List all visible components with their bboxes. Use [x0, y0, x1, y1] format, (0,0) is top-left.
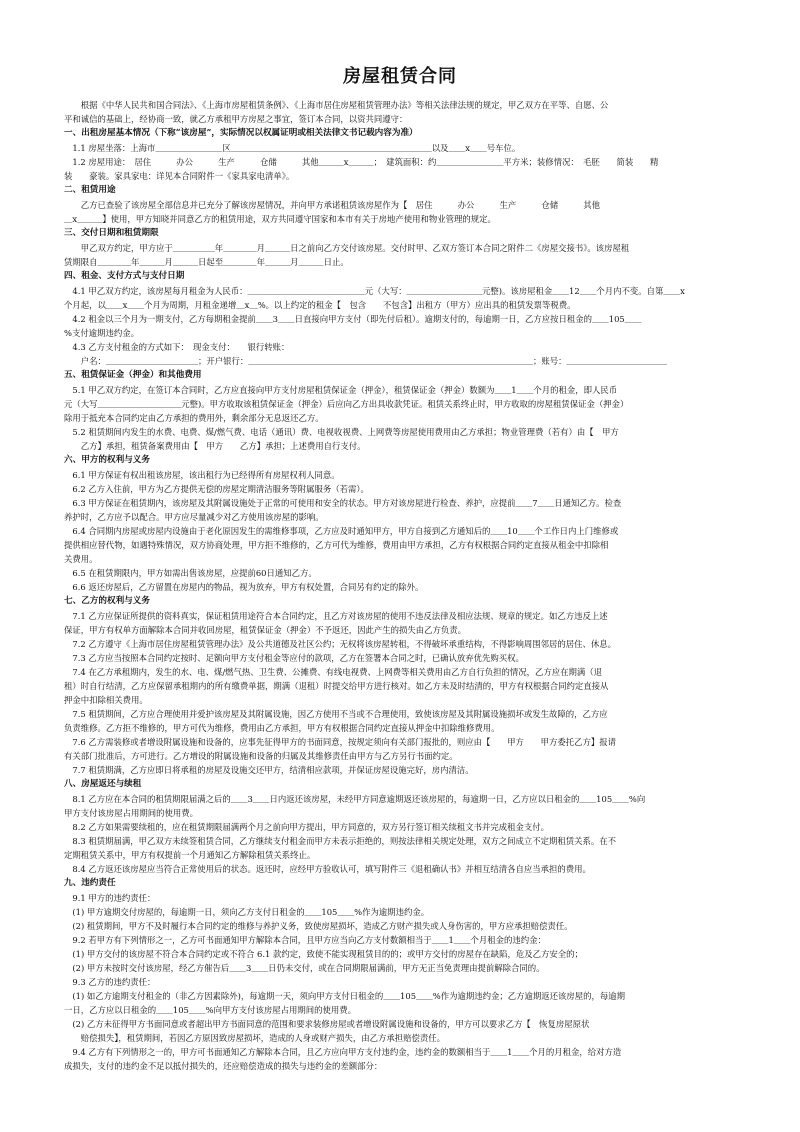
text-line: 个月起，以＿＿x＿＿个月为周期，月租金递增＿x＿%。以上约定的租金【 包含 不包含】出租方（甲方）应出具的租赁发票等税费。: [64, 300, 576, 310]
text-line: 乙方已查验了该房屋全部信息并已充分了解该房屋情况，并向甲方承诺租赁该房屋作为【 居住 办公 生产 仓储 其他: [64, 200, 600, 210]
text-line: 7.5 租赁期间，乙方应合理使用并爱护该房屋及其附属设施，因乙方使用不当或不合理使用，致使该房屋及其附属设施损坏或发生故障的，乙方应: [64, 709, 608, 719]
text-line: 负责维修。乙方拒不维修的，甲方可代为维修，费用由乙方承担，甲方有权根据合同约定直接从押金中扣除维修费用。: [64, 723, 500, 733]
text-line: 平和诚信的基础上，经协商一致，就乙方承租甲方房屋之事宜，签订本合同，以资共同遵守：: [64, 114, 408, 124]
text-line: 9.3 乙方的违约责任：: [64, 977, 156, 987]
text-line: 押金中扣除相关费用。: [64, 695, 148, 705]
section-heading: 五、租赁保证金（押金）和其他费用: [64, 370, 202, 380]
text-line: 租）时自行结清，乙方应保留承租期内的所有缴费单据，期满（退租）时提交给甲方进行核对。如乙方未及时结清的，甲方有权根据合同约定直接从: [64, 681, 609, 691]
text-line: 7.2 乙方遵守《上海市居住房屋租赁管理办法》及公共道德及社区公约；无权将该房屋转租，不得破坏承重结构，不得影响周围邻居的居住、休息。: [64, 639, 616, 649]
section-heading: 三、交付日期和租赁期限: [64, 228, 159, 238]
text-line: 7.4 在乙方承租期内，发生的水、电、煤/燃气热、卫生费、公摊费、有线电视费、上网费等相关费用由乙方自行负担的情况，乙方应在期满（退: [64, 667, 603, 677]
text-line: 养护时，乙方应予以配合。甲方应尽量减少对乙方使用该房屋的影响。: [64, 512, 324, 522]
text-line: 9.4 乙方有下列情形之一的，甲方可书面通知乙方解除本合同，且乙方应向甲方支付违约金，违约金的数额相当于＿＿1＿＿个月的月租金，给对方造: [64, 1047, 622, 1057]
text-line: 8.3 租赁期届满，甲乙双方未续签租赁合同，乙方继续支付租金而甲方未表示拒绝的，则按法律相关规定处理，双方之间成立不定期租赁关系。在不: [64, 836, 616, 846]
section-heading: 二、租赁用途: [64, 185, 116, 195]
section-heading: 七、乙方的权利与义务: [64, 596, 150, 606]
text-line: 户名：＿＿＿＿＿＿＿＿＿＿＿；开户银行：＿＿＿＿＿＿＿＿＿＿＿＿＿＿＿＿＿＿＿＿＿＿＿＿＿＿＿＿＿＿＿＿＿＿；账号：＿＿＿＿＿＿＿＿＿＿＿＿: [64, 356, 667, 366]
text-line: 一日，乙方应以日租金的＿＿105＿＿%向甲方支付该房屋占用期间的使用费。: [64, 1005, 356, 1015]
text-line: 6.3 甲方保证在租赁期内，该房屋及其附属设施处于正常的可使用和安全的状态。甲方对该房屋进行检查、养护，应提前＿＿7＿＿日通知乙方。检查: [64, 498, 622, 508]
document-title: 房屋租赁合同: [343, 66, 457, 87]
text-line: (2) 乙方未征得甲方书面同意或者超出甲方书面同意的范围和要求装修房屋或者增设附属设施和设备的，甲方可以要求乙方【 恢复房屋原状: [64, 1019, 590, 1029]
text-line: (1) 如乙方逾期支付租金的（非乙方因素除外)，每逾期一天，须向甲方支付日租金的＿＿105＿＿%作为逾期违约金；乙方逾期返还该房屋的，每逾期: [64, 991, 625, 1001]
text-line: (2) 租赁期间，甲方不及时履行本合同约定的维修与养护义务，致使房屋损坏，造成乙方财产损失或人身伤害的，甲方应承担赔偿责任。: [64, 921, 573, 931]
text-line: (1) 甲方逾期交付房屋的，每逾期一日，须向乙方支付日租金的＿＿105＿＿%作为逾期违约金。: [64, 907, 430, 917]
text-line: ＿x＿＿＿】使用，甲方知晓并同意乙方的租赁用途，双方共同遵守国家和本市有关于房地产使用和物业管理的规定。: [64, 214, 496, 224]
text-line: 甲乙双方约定，甲方应于＿＿＿＿＿年＿＿＿＿月＿＿＿日之前向乙方交付该房屋。交付时甲、乙双方签订本合同之附件二《房屋交接书》。该房屋租: [64, 243, 630, 253]
text-line: 赔偿损失】，租赁期间，若因乙方原因致房屋损坏，造成的人身或财产损失，由乙方承担赔偿责任。: [64, 1033, 446, 1043]
text-line: 6.4 合同期内房屋或房屋内设施由于老化原因发生的需维修事项，乙方应及时通知甲方，甲方自接到乙方通知后的＿＿10＿＿个工作日内上门维修或: [64, 526, 619, 536]
text-line: 5.1 甲乙双方约定，在签订本合同时，乙方应直接向甲方支付房屋租赁保证金（押金），租赁保证金（押金）数额为＿＿1＿＿个月的租金，即人民币: [64, 385, 618, 395]
text-line: 8.2 乙方如果需要续租的，应在租赁期限届满两个月之前向甲方提出，甲方同意的，双方另行签订相关续租文书并完成租金支付。: [64, 822, 549, 832]
text-line: 7.3 乙方应当按照本合同约定按时、足额向甲方支付租金等应付的款项，乙方在签署本合同之时，已确认放弃优先购买权。: [64, 653, 524, 663]
text-line: (2) 甲方未按时交付该房屋，经乙方催告后＿＿3＿＿日仍未交付，或在合同期限届满前，甲方无正当免责理由提前解除合同的。: [64, 963, 545, 973]
text-line: 装 豪装。家具家电：详见本合同附件一《家具家电清单》。: [64, 171, 295, 181]
section-heading: 六、甲方的权利与义务: [64, 455, 150, 465]
text-line: 甲方支付该房屋占用期间的使用费。: [64, 808, 198, 818]
section-heading: 一、出租房屋基本情况（下称“该房屋”，实际情况以权属证明或相关法律文书记载内容为准）: [64, 128, 418, 138]
text-line: 1.1 房屋坐落：上海市＿＿＿＿＿＿＿＿区＿＿＿＿＿＿＿＿＿＿＿＿＿＿＿＿＿＿＿＿＿＿＿＿以及＿＿x＿＿号车位。: [64, 143, 521, 153]
text-line: 元（大写＿＿＿＿＿＿＿＿＿＿元整)。甲方收取该租赁保证金（押金）后应向乙方出具收款凭证。租赁关系终止时，甲方收取的房屋租赁保证金（押金）: [64, 399, 629, 409]
text-line: 6.2 乙方入住前，甲方为乙方提供无偿的房屋定期清洁服务等附属服务（若需）。: [64, 484, 369, 494]
text-line: 7.7 租赁期满，乙方应即日将承租的房屋及设施交还甲方，结清相应款项，并保证房屋设施完好，房内清洁。: [64, 765, 474, 775]
text-line: 有关部门批准后，方可进行。乙方增设的附属设施和设备的归属及其维修责任由甲方与乙方另行书面约定。: [64, 751, 458, 761]
text-line: 4.1 甲乙双方约定，该房屋每月租金为人民币：＿＿＿＿＿＿＿＿＿＿＿＿＿＿元（大写：＿＿＿＿＿＿＿＿＿元整)。该房屋租金＿＿12＿＿个月内不变。自第＿＿x: [64, 286, 685, 296]
text-line: 8.4 乙方返还该房屋应当符合正常使用后的状态。返还时，应经甲方验收认可，填写附件三《退租确认书》并相互结清各自应当承担的费用。: [64, 864, 591, 874]
text-line: 8.1 乙方应在本合同的租赁期限届满之后的＿＿3＿＿日内返还该房屋，未经甲方同意逾期返还该房屋的，每逾期一日，乙方应以日租金的＿＿105＿＿%向: [64, 794, 646, 804]
text-line: 关费用。: [64, 554, 98, 564]
text-line: 5.2 租赁期间内发生的水费、电费、煤/燃气费、电话（通讯）费、电视收视费、上网费等房屋使用费用由乙方承担；物业管理费（若有）由【 甲方: [64, 427, 619, 437]
text-line: 6.5 在租赁期限内，甲方如需出售该房屋，应提前60日通知乙方。: [64, 568, 317, 578]
text-line: 9.1 甲方的违约责任：: [64, 893, 156, 903]
text-line: 成损失，支付的违约金不足以抵付损失的，还应赔偿造成的损失与违约金的差额部分：: [64, 1061, 383, 1071]
text-line: 根据《中华人民共和国合同法》、《上海市房屋租赁条例》、《上海市居住房屋租赁管理办法》等相关法律法规的规定，甲乙双方在平等、自愿、公: [64, 100, 609, 110]
text-line: 1.2 房屋用途： 居住 办公 生产 仓储 其他＿＿＿x＿＿＿； 建筑面积：约＿＿＿＿＿＿＿＿平方米；装修情况： 毛胚 简装 精: [64, 157, 659, 167]
text-line: 乙方】承担，租赁备案费用由【 甲方 乙方】承担；上述费用自行支付。: [64, 441, 366, 451]
section-heading: 九、违约责任: [64, 878, 116, 888]
section-heading: 四、租金、支付方式与支付日期: [64, 271, 185, 281]
text-line: 除用于抵充本合同约定由乙方承担的费用外，剩余部分无息返还乙方。: [64, 413, 324, 423]
section-heading: 八、房屋返还与续租: [64, 779, 142, 789]
text-line: 4.3 乙方支付租金的方式如下： 现金支付： 银行转账：: [64, 342, 290, 352]
text-line: 9.2 若甲方有下列情形之一，乙方可书面通知甲方解除本合同，且甲方应当向乙方支付数额相当于＿＿1＿＿个月租金的违约金：: [64, 935, 546, 945]
text-line: 定期租赁关系中，甲方有权提前一个月通知乙方解除租赁关系终止。: [64, 850, 316, 860]
text-line: (1) 甲方交付的该房屋不符合本合同约定或不符合 6.1 款约定，致使不能实现租赁目的的；或甲方交付的房屋存在缺陷，危及乙方安全的；: [64, 949, 583, 959]
text-line: 6.6 返还房屋后，乙方留置在房屋内的物品，视为放弃，甲方有权处置，合同另有约定的除外。: [64, 582, 424, 592]
text-line: 保证，甲方有权单方面解除本合同并收回房屋，租赁保证金（押金）不予返还，因此产生的损失由乙方负责。: [64, 625, 466, 635]
text-line: %支付逾期违约金。: [64, 328, 139, 338]
text-line: 6.1 甲方保证有权出租该房屋，该出租行为已经得所有房屋权利人同意。: [64, 470, 340, 480]
text-line: 7.1 乙方应保证所提供的资料真实，保证租赁用途符合本合同约定，且乙方对该房屋的使用不违反法律及相应法规、规章的规定。如乙方违反上述: [64, 611, 608, 621]
text-line: 赁期限自＿＿＿＿年＿＿＿月＿＿＿日起至＿＿＿＿年＿＿＿月＿＿＿日止。: [64, 257, 349, 267]
text-line: 提供相应替代物，如遇特殊情况，双方协商处理，甲方拒不维修的，乙方可代为维修，费用由甲方承担，乙方有权根据合同约定直接从租金中扣除相: [64, 540, 609, 550]
document-body: [64, 98, 736, 1128]
text-line: 7.6 乙方需装修或者增设附属设施和设备的，应事先征得甲方的书面同意，按规定须向有关部门报批的，则应由【 甲方 甲方委托乙方】报请: [64, 737, 616, 747]
text-line: 4.2 租金以三个月为一期支付，乙方每期租金提前＿＿3＿＿日直接向甲方支付（即先付后租）。逾期支付的，每逾期一日，乙方应按日租金的＿＿105＿＿: [64, 314, 642, 324]
